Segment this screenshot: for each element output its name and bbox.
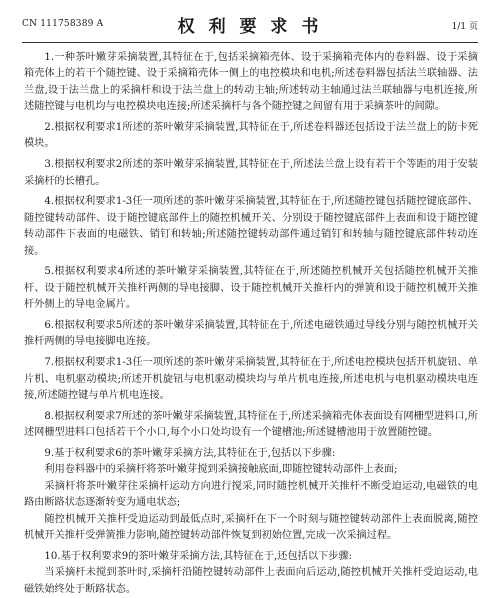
- claim-6: 6.根据权利要求5所述的茶叶嫩芽采摘装置,其特征在于,所述电磁铁通过导线分别与随控机械开关推杆两侧的导电接脚电连接。: [24, 320, 478, 348]
- page-header: [22, 0, 478, 40]
- claim-4: 4.根据权利要求1-3任一项所述的茶叶嫩芽采摘装置,其特征在于,所述随控键包括随控键底部件、随控键转动部件、设于随控键底部件上的随控机械开关、分别设于随控键底部件上表面和设于随控键转动部件下表面的电磁铁、销钉和转轴;所述随控键转动部件通过销钉和转轴与随控键底部件转动连接。: [24, 196, 478, 257]
- claim-9-step-2: 采摘杆将茶叶嫩芽往采摘杆运动方向进行搅采,同时随控机械开关推杆不断受迫运动,电磁铁的电路由断路状态逐渐转变为通电状态;: [24, 480, 478, 509]
- claims-list: [24, 50, 478, 598]
- claim-1: 1.一种茶叶嫩芽采摘装置,其特征在于,包括采摘箱壳体、设于采摘箱壳体内的卷料器、设于采摘箱壳体上的若干个随控键、设于采摘箱壳体一侧上的电控模块和电机;所述卷料器包括法兰联轴器、法兰盘,设于法兰盘上的采摘杆和设于法兰盘上的转动主轴;所述转动主轴通过法兰联轴器与电机连接,所述随控键与电机均与电控模块电连接;所述采摘杆与各个随控键之间留有用于采摘茶叶的间隙。: [24, 52, 478, 113]
- document-title: 权 利 要 求 书: [177, 17, 323, 37]
- page-number: 1/1 页: [451, 22, 478, 32]
- header-divider: [22, 42, 478, 43]
- claim-2: 2.根据权利要求1所述的茶叶嫩芽采摘装置,其特征在于,所述卷料器还包括设于法兰盘上的防卡死模块。: [24, 122, 478, 150]
- claim-10: 10.基于权利要求9的茶叶嫩芽采摘方法,其特征在于,还包括以下步骤:: [44, 550, 353, 562]
- publication-number: CN 111758389 A: [22, 19, 104, 29]
- claim-9-step-1: 利用卷料器中的采摘杆将茶叶嫩芽搅到采摘接触底面,即随控键转动部件上表面;: [44, 464, 398, 476]
- claim-7: 7.根据权利要求1-3任一项所述的茶叶嫩芽采摘装置,其特征在于,所述电控模块包括开机旋钮、单片机、电机驱动模块;所述开机旋钮与电机驱动模块均与单片机电连接,所述电机与电机驱动模块电连接,所述随控键与单片机电连接。: [24, 357, 478, 402]
- claim-5: 5.根据权利要求4所述的茶叶嫩芽采摘装置,其特征在于,所述随控机械开关包括随控机械开关推杆、设于随控机械开关推杆两侧的导电接脚、设于随控机械开关推杆内的弹簧和设于随控机械开关推杆外侧上的导电金属片。: [24, 266, 478, 311]
- claim-9: 9.基于权利要求6的茶叶嫩芽采摘方法,其特征在于,包括以下步骤:: [44, 448, 336, 460]
- claim-3: 3.根据权利要求2所述的茶叶嫩芽采摘装置,其特征在于,所述法兰盘上设有若干个等距的用于安装采摘杆的长槽孔。: [24, 159, 478, 187]
- claim-9-step-3: 随控机械开关推杆受迫运动到最低点时,采摘杆在下一个时刻与随控键转动部件上表面脱离,随控机械开关推杆受弹簧推力影响,随控键转动部件恢复到初始位置,完成一次采摘过程。: [24, 513, 478, 542]
- claim-8: 8.根据权利要求7所述的茶叶嫩芽采摘装置,其特征在于,所述采摘箱壳体表面设有网栅型进料口,所述网栅型进料口包括若干个小口,每个小口处均设有一个键槽池;所述键槽池用于放置随控键。: [24, 410, 478, 439]
- claim-10-step-1: 当采摘杆未搅到茶叶时,采摘杆沿随控键转动部件上表面向后运动,随控机械开关推杆受迫运动,电磁铁始终处于断路状态。: [24, 567, 478, 595]
